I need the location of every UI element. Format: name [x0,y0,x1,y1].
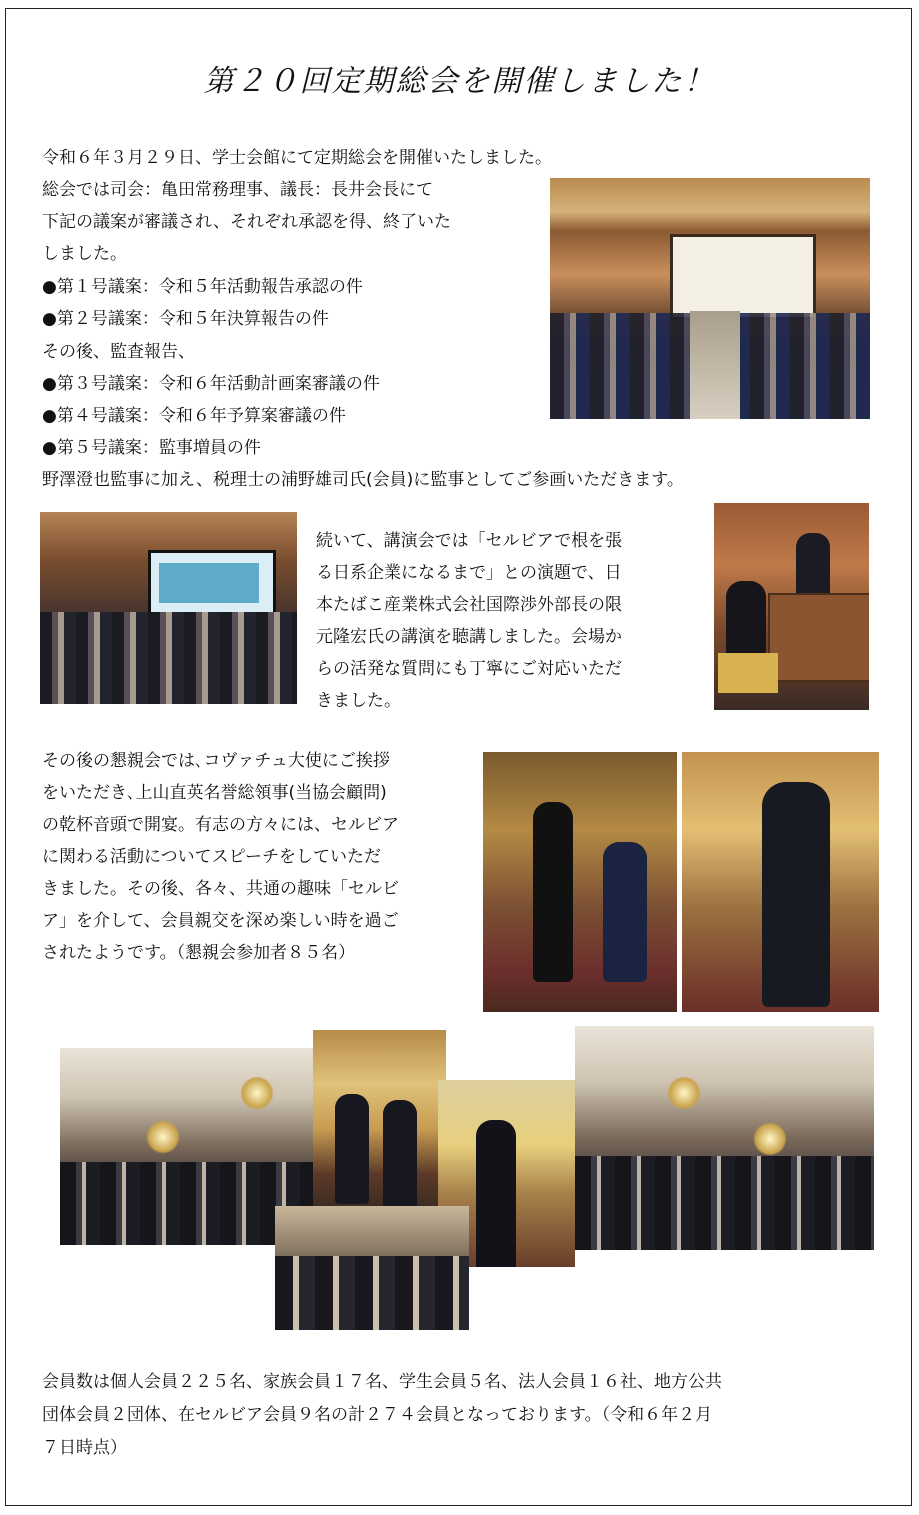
toast-speaker [762,782,830,1007]
lecture-text-line-3: 本たばこ産業株式会社国際渉外部長の限 [316,595,622,615]
reception-toast-photo [682,752,879,1012]
projection-screen [670,234,816,320]
membership-line-3: ７日時点） [42,1438,127,1458]
stage-speaker [476,1120,516,1267]
agenda-item-5: ●第５号議案：監事増員の件 [42,438,261,458]
agenda-item-2: ●第２号議案：令和５年決算報告の件 [42,309,329,329]
banquet-speech-photo [313,1030,446,1210]
banquet-photo-right [575,1026,874,1250]
meeting-hall-photo [550,178,870,419]
lecture-hall-photo [40,512,297,704]
meeting-text-line-3: 下記の議案が審議され、それぞれ承認を得、終了いた [42,212,452,232]
speaker-photo [714,503,869,710]
lecture-text-line-5: らの活発な質問にも丁寧にご対応いただ [316,659,622,679]
membership-line-1: 会員数は個人会員２２５名、家族会員１７名、学生会員５名、法人会員１６社、地方公共 [42,1372,722,1392]
reception-text-line-2: をいただき､上山直英名誉総領事(当協会顧問) [42,783,387,803]
membership-line-2: 団体会員２団体、在セルビア会員９名の計２７４会員となっております。（令和６年２月 [42,1405,713,1425]
banquet-group-photo [275,1206,469,1330]
reception-text-line-5: きました。その後、各々、共通の趣味「セルビ [42,879,399,899]
reception-text-line-6: ア」を介して、会員親交を深め楽しい時を過ご [42,911,399,931]
audience [40,612,297,704]
meeting-text-line-4: しました。 [42,244,127,264]
guests [275,1256,469,1330]
chair [718,653,778,693]
agenda-item-4: ●第４号議案：令和６年予算案審議の件 [42,406,346,426]
reception-text-line-7: されたようです。（懇親会参加者８５名） [42,943,356,963]
lecture-text-line-4: 元隆宏氏の講演を聴講しました。会場か [316,627,622,647]
speaker-woman [533,802,573,982]
reception-text-line-3: の乾杯音頭で開宴。有志の方々には、セルビア [42,815,399,835]
guest-man [603,842,647,982]
auditor-note: 野澤澄也監事に加え、税理士の浦野雄司氏(会員)に監事としてご参画いただきます。 [42,470,684,490]
agenda-item-3: ●第３号議案：令和６年活動計画案審議の件 [42,374,380,394]
audit-report-line: その後、監査報告、 [42,342,195,362]
aisle [690,311,740,419]
meeting-text-line-1: 令和６年３月２９日、学士会館にて定期総会を開催いたしました。 [42,148,552,168]
lecture-text-line-1: 続いて、講演会では「セルビアで根を張 [316,531,623,551]
reception-text-line-4: に関わる活動についてスピーチをしていただ [42,847,381,867]
reception-text-line-1: その後の懇親会では､コヴァチュ大使にご挨拶 [42,751,390,771]
agenda-item-1: ●第１号議案：令和５年活動報告承認の件 [42,277,363,297]
podium [768,593,869,682]
lecture-text-line-2: る日系企業になるまで」との演題で、日 [316,563,622,583]
reception-ambassador-photo [483,752,677,1012]
lecture-text-line-6: きました。 [316,691,401,711]
meeting-text-line-2: 総会では司会：亀田常務理事、議長：長井会長にて [42,180,433,200]
page-title: 第２０回定期総会を開催しました！ [203,64,716,99]
guests [575,1156,874,1250]
